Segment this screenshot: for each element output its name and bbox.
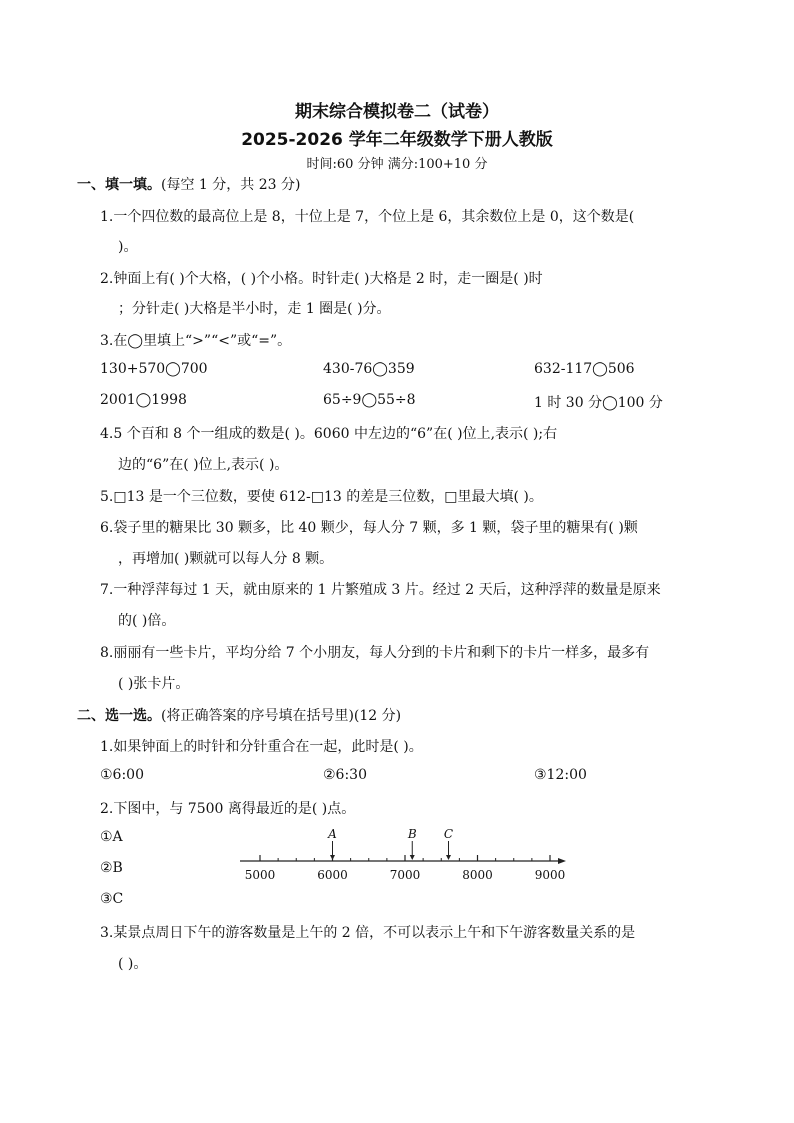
section2-title: 二、选一选。: [77, 708, 161, 724]
q3-item-6: 1 时 30 分◯100 分: [534, 395, 663, 411]
exam-title: 期末综合模拟卷二（试卷）: [295, 102, 499, 122]
q6-line1: 6.袋子里的糖果比 30 颗多，比 40 颗少，每人分 7 颗，多 1 颗，袋子里的糖果有( )颗: [100, 520, 638, 536]
q2-line2: ；分针走( )大格是半小时，走 1 圈是( )分。: [118, 301, 391, 317]
number-line-arrow: [558, 858, 566, 864]
exam-subtitle: 2025-2026 学年二年级数学下册人教版: [241, 130, 553, 150]
section2-heading: [77, 705, 401, 725]
s2-q2-option-3: ③C: [100, 891, 124, 907]
number-line-point-label: A: [328, 828, 337, 841]
number-line-point-arrowhead: [446, 855, 451, 860]
number-line-point-arrowhead: [410, 855, 415, 860]
q5-text: 5.□13 是一个三位数，要使 612-□13 的差是三位数，□里最大填( )。: [100, 489, 543, 505]
s2-q1-option-3: ③12:00: [534, 767, 587, 783]
section1-note: (每空 1 分，共 23 分): [161, 177, 301, 193]
q8-line2: ( )张卡片。: [118, 676, 190, 692]
q8-line1: 8.丽丽有一些卡片，平均分给 7 个小朋友，每人分到的卡片和剩下的卡片一样多，最多有: [100, 645, 650, 661]
section1-heading: [77, 174, 300, 194]
section1-title: 一、填一填。: [77, 177, 161, 193]
section2-note: (将正确答案的序号填在括号里)(12 分): [161, 708, 402, 724]
number-line-tick-label: 5000: [244, 868, 276, 882]
q3-item-2: 430-76◯359: [323, 361, 415, 377]
number-line-point-arrowhead: [330, 855, 335, 860]
s2-q2-text: 2.下图中，与 7500 离得最近的是( )点。: [100, 801, 356, 817]
q2-line1: 2.钟面上有( )个大格，( )个小格。时针走( )大格是 2 时，走一圈是( )时: [100, 271, 543, 287]
s2-q2-option-2: ②B: [100, 860, 123, 876]
number-line-tick-label: 6000: [317, 868, 348, 882]
s2-q3-line2: ( )。: [118, 956, 148, 972]
number-line-point-label: B: [407, 828, 417, 841]
number-line-figure: [240, 828, 570, 886]
number-line-tick-label: 7000: [389, 868, 421, 882]
s2-q1-text: 1.如果钟面上的时针和分针重合在一起，此时是( )。: [100, 739, 423, 755]
exam-meta: 时间:60 分钟 满分:100+10 分: [306, 157, 488, 172]
q4-line1: 4.5 个百和 8 个一组成的数是( )。6060 中左边的“6”在( )位上,表示( );右: [100, 426, 558, 442]
q6-line2: ，再增加( )颗就可以每人分 8 颗。: [118, 551, 334, 567]
s2-q3-line1: 3.某景点周日下午的游客数量是上午的 2 倍，不可以表示上午和下午游客数量关系的是: [100, 925, 636, 941]
q3-text: 3.在◯里填上“>”“<”或“=”。: [100, 333, 292, 349]
s2-q1-option-1: ①6:00: [100, 767, 144, 783]
number-line-tick-label: 9000: [534, 868, 566, 882]
number-line-point-label: C: [443, 828, 454, 841]
number-line-tick-label: 8000: [462, 868, 493, 882]
q3-item-1: 130+570◯700: [100, 361, 208, 377]
q3-item-5: 65÷9◯55÷8: [323, 392, 416, 408]
s2-q2-option-1: ①A: [100, 829, 123, 845]
q1-line1: 1.一个四位数的最高位上是 8，十位上是 7，个位上是 6，其余数位上是 0，这个数是(: [100, 209, 635, 225]
q3-item-4: 2001◯1998: [100, 392, 187, 408]
q4-line2: 边的“6”在( )位上,表示( )。: [118, 457, 289, 473]
q7-line2: 的( )倍。: [118, 613, 176, 629]
q3-item-3: 632-117◯506: [534, 361, 635, 377]
q7-line1: 7.一种浮萍每过 1 天，就由原来的 1 片繁殖成 3 片。经过 2 天后，这种浮萍的数量是原来: [100, 582, 661, 598]
q1-line2: )。: [118, 239, 138, 255]
s2-q1-option-2: ②6:30: [323, 767, 367, 783]
